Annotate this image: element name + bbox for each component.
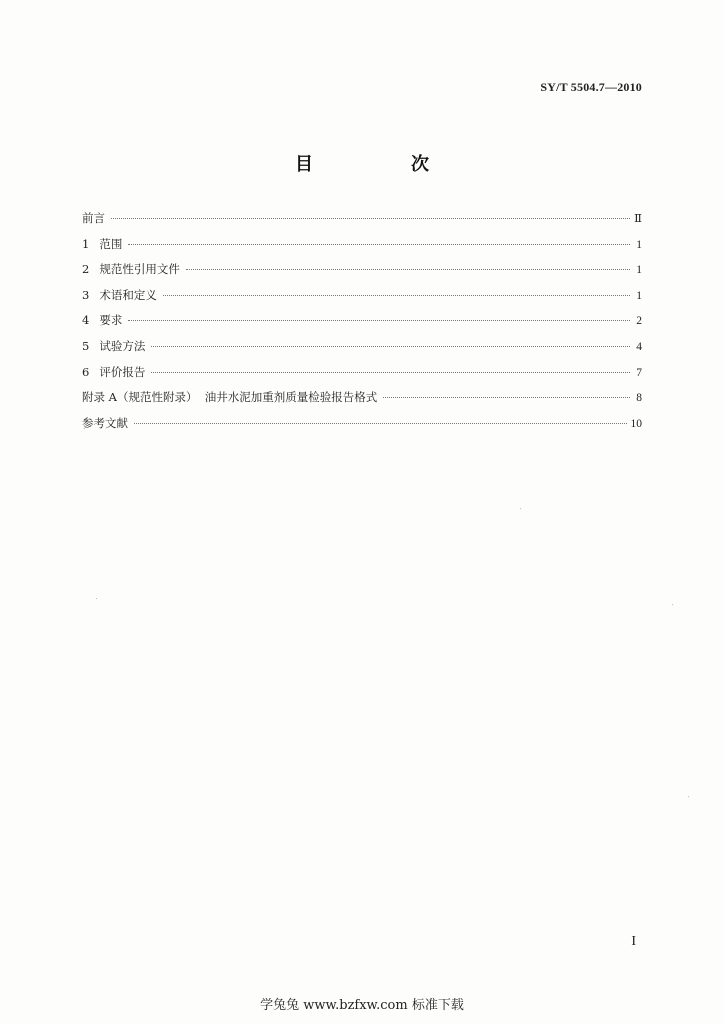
toc-entry-number: 5 — [82, 338, 90, 353]
toc-entry-scope[interactable] — [82, 236, 642, 262]
toc-entry-label: 规范性引用文件 — [99, 262, 180, 277]
scan-speck — [96, 598, 97, 599]
toc-entry-page: 1 — [636, 289, 642, 302]
toc-entry-number: 2 — [82, 262, 90, 277]
toc-entry-page: 1 — [636, 264, 642, 277]
toc-entry-bibliography[interactable] — [82, 415, 642, 441]
toc-title: 目 次 — [295, 154, 469, 175]
toc-entry-preface[interactable] — [82, 210, 642, 236]
scan-speck — [520, 508, 521, 509]
toc-entry-test-methods[interactable] — [82, 338, 642, 364]
toc-entry-evaluation-report[interactable] — [82, 364, 642, 390]
toc-entry-label: 范围 — [99, 236, 123, 251]
toc-entry-label: 要求 — [99, 313, 123, 328]
toc-entry-page: 10 — [630, 417, 642, 430]
toc-entry-page: 1 — [636, 238, 642, 251]
toc-entry-label: 术语和定义 — [99, 287, 157, 302]
toc-entry-number: 6 — [82, 364, 90, 379]
toc-entry-page: 2 — [636, 315, 642, 328]
toc-entry-label: 前言 — [82, 211, 105, 225]
toc-entry-number: 1 — [82, 236, 90, 251]
toc-entry-normative-references[interactable] — [82, 261, 642, 287]
dot-leader — [151, 346, 630, 347]
dot-leader — [163, 295, 630, 296]
dot-leader — [128, 320, 630, 321]
standard-code: SY/T 5504.7—2010 — [540, 80, 642, 94]
toc-entry-requirements[interactable] — [82, 312, 642, 338]
toc-entry-appendix-a[interactable] — [82, 389, 642, 415]
dot-leader — [186, 269, 630, 270]
toc-entry-label: 试验方法 — [99, 338, 146, 353]
toc-entry-page: 7 — [636, 366, 642, 379]
scan-speck — [688, 796, 689, 797]
toc-entry-label: 附录 A（规范性附录） 油井水泥加重剂质量检验报告格式 — [82, 390, 378, 405]
toc-entry-label: 评价报告 — [99, 364, 146, 379]
toc-entry-number: 4 — [82, 313, 90, 328]
toc-entry-page: Ⅱ — [634, 213, 642, 225]
page-number: I — [631, 934, 636, 949]
toc-entry-label: 参考文献 — [82, 415, 128, 430]
toc-entry-number: 3 — [82, 287, 90, 302]
dot-leader — [111, 218, 630, 219]
dot-leader — [383, 397, 630, 398]
table-of-contents — [82, 210, 642, 440]
toc-entry-page: 4 — [636, 340, 642, 353]
scan-speck — [672, 604, 673, 605]
dot-leader — [134, 423, 627, 424]
toc-entry-page: 8 — [636, 392, 642, 405]
dot-leader — [128, 244, 630, 245]
dot-leader — [151, 372, 630, 373]
toc-entry-terms[interactable] — [82, 287, 642, 313]
watermark-text: 学兔兔 www.bzfxw.com 标准下载 — [260, 998, 464, 1013]
